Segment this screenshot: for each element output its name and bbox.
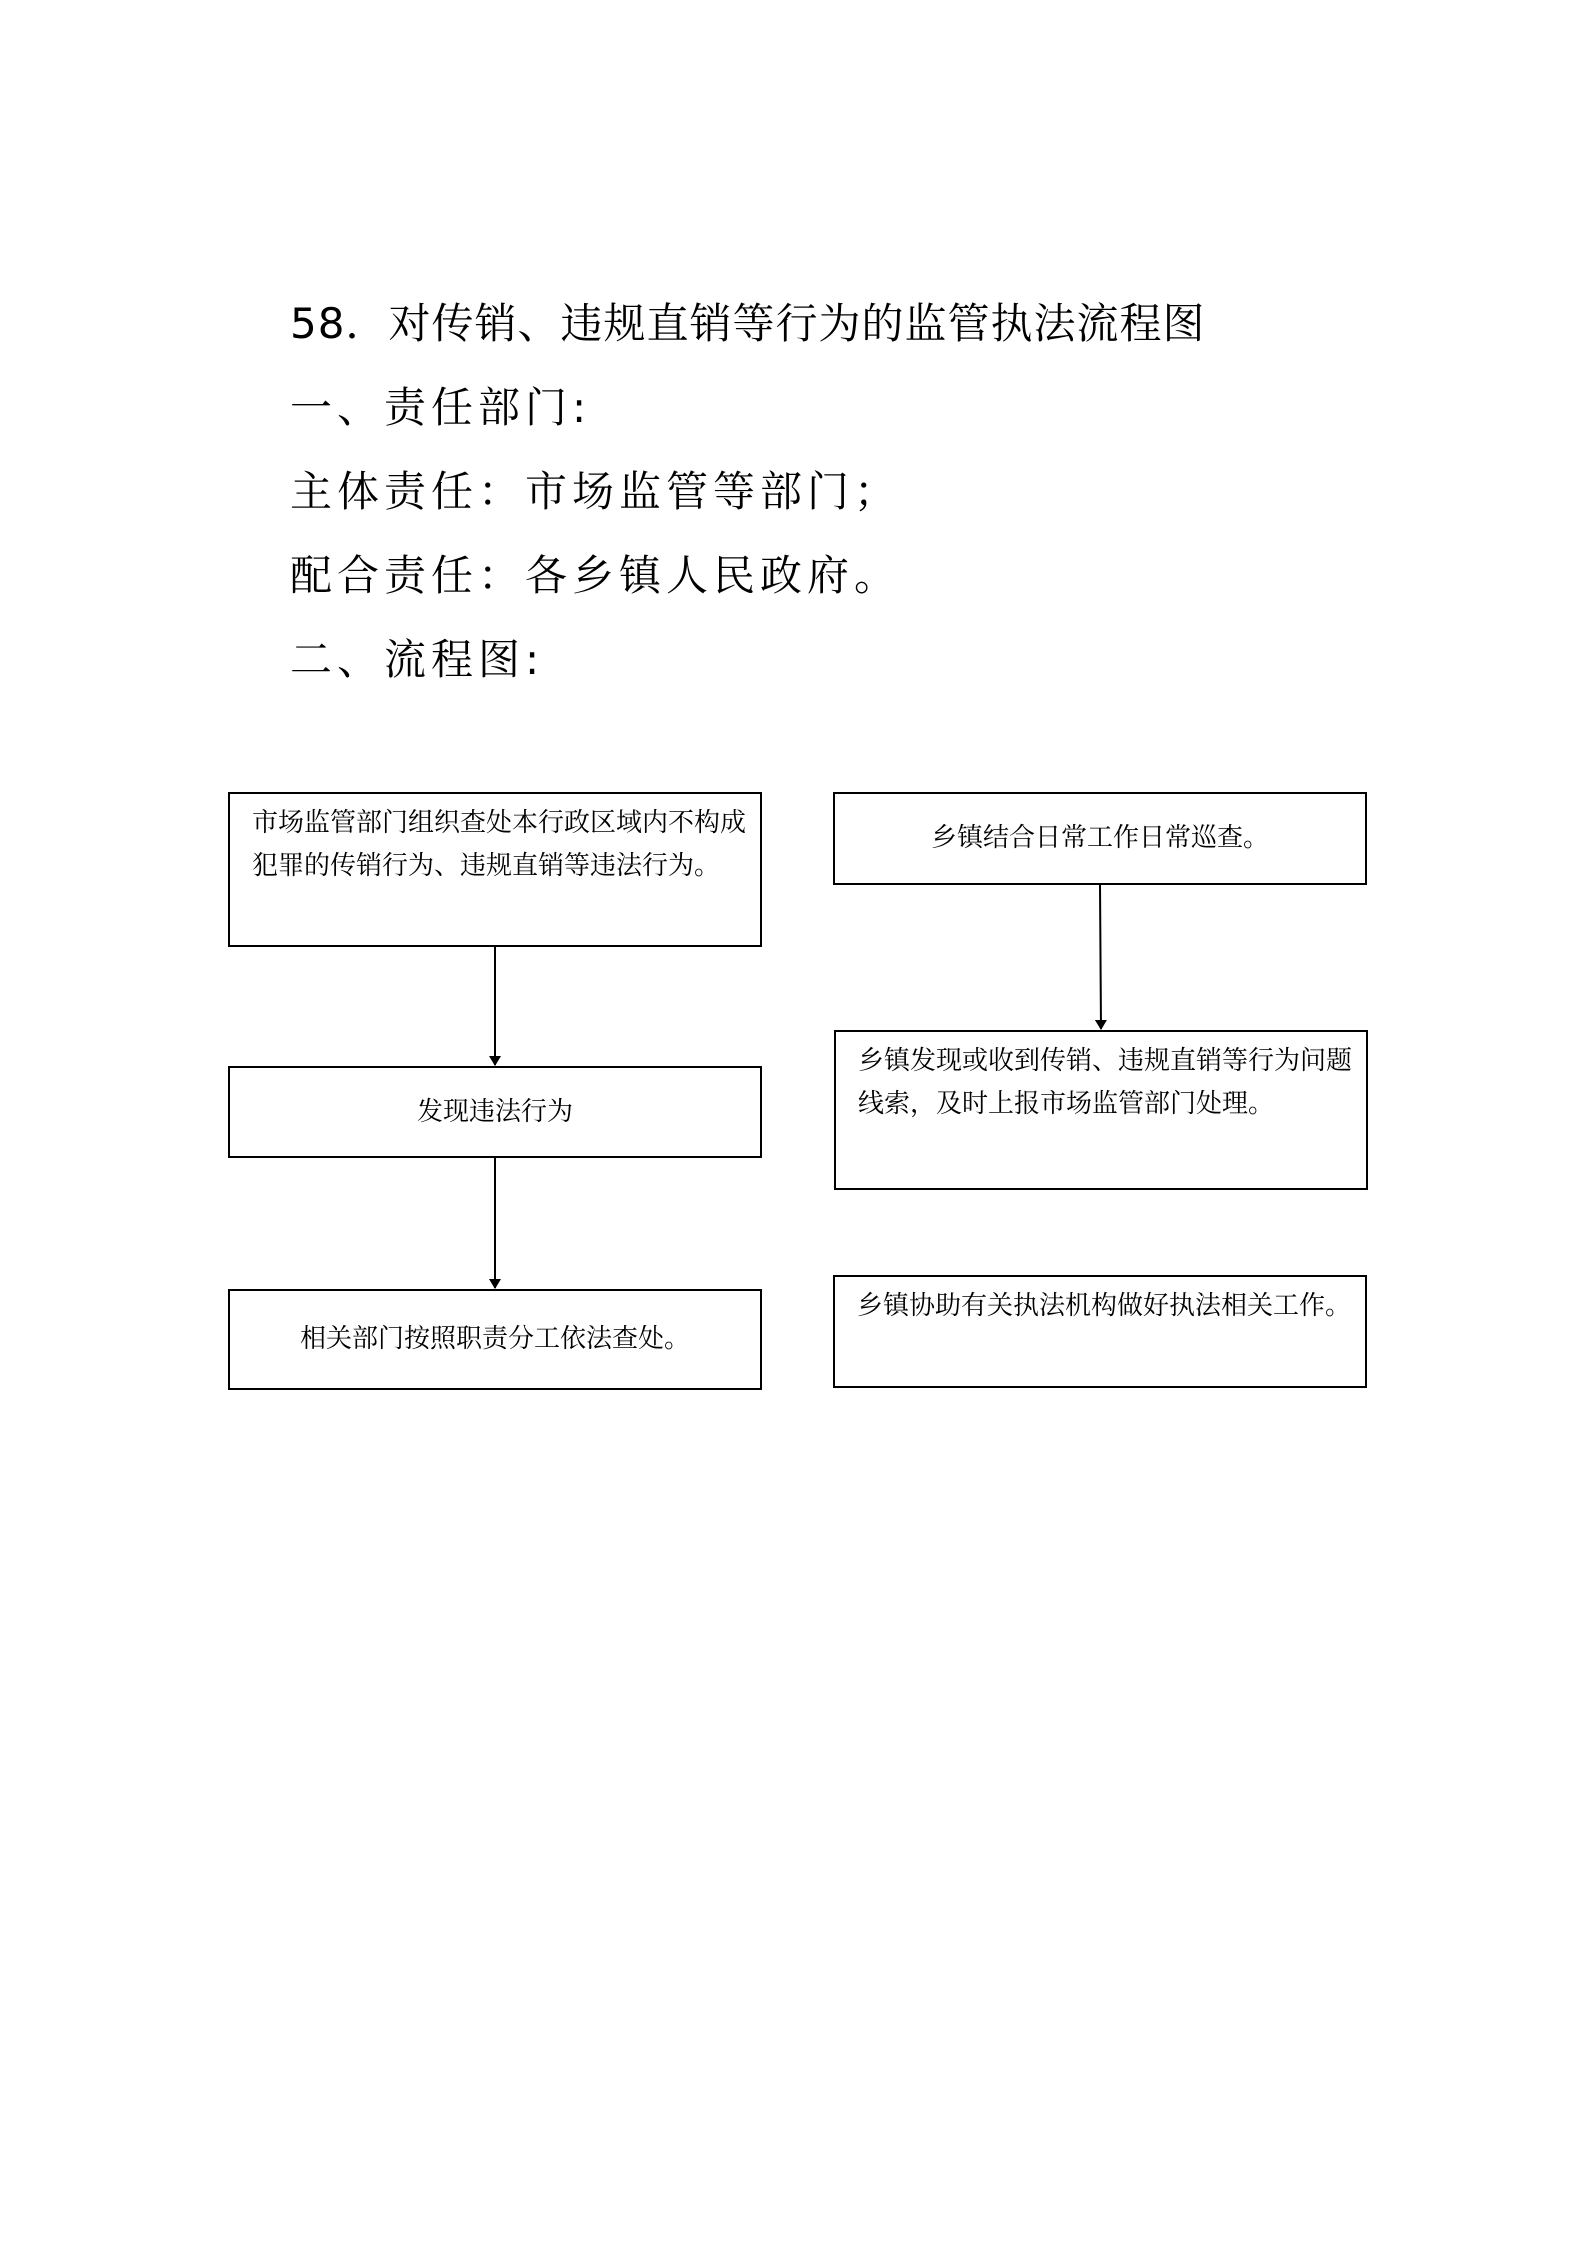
flow-box-left-step2-text: 发现违法行为 [416,1096,573,1127]
flow-box-right-step2-text: 乡镇发现或收到传销、违规直销等行为问题线索，及时上报市场监管部门处理。 [858,1046,1353,1119]
arrow-right-1-to-2 [1100,885,1101,1029]
cooperative-responsibility-text: 配合责任：各乡镇人民政府。 [290,551,902,600]
flow-box-left-step3-text: 相关部门按照职责分工依法查处。 [299,1324,690,1354]
section-heading-responsible-departments: 一、责任部门: [290,383,592,432]
flow-box-left-step3 [228,1289,762,1390]
section-heading-flowchart: 二、流程图: [290,635,545,684]
flow-box-right-step1 [833,792,1367,885]
flow-box-left-step1 [228,792,762,947]
main-responsibility-text: 主体责任：市场监管等部门； [290,467,902,516]
flow-box-right-step2 [834,1030,1368,1190]
page-title: 58．对传销、违规直销等行为的监管执法流程图 [290,299,1206,348]
flow-box-right-step1-text: 乡镇结合日常工作日常巡查。 [930,823,1269,853]
flow-box-left-step1-text: 市场监管部门组织查处本行政区域内不构成犯罪的传销行为、违规直销等违法行为。 [252,808,747,881]
flow-box-right-step3-text: 乡镇协助有关执法机构做好执法相关工作。 [857,1291,1352,1321]
flow-box-right-step3 [833,1275,1367,1388]
flow-box-left-step2 [228,1066,762,1158]
